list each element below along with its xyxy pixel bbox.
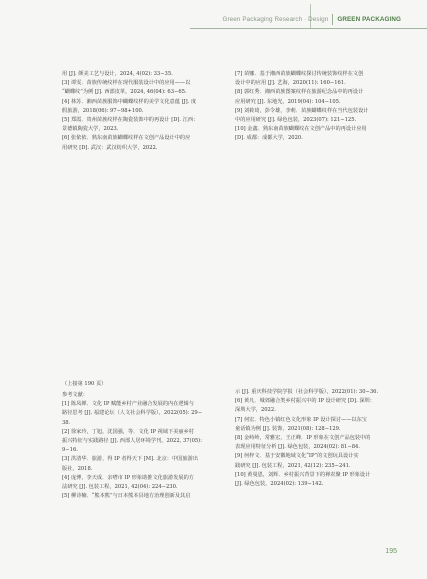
reference-line: 设计中的应用 [J]. 艺海，2020(11): 160−161. [235, 80, 346, 87]
reference-line: [4] 林苏．湘西苗族服饰中蝴蝶纹样的美学文化意蕴 [J]. 度 [62, 98, 197, 105]
reference-line: [9] 何梓文．基于安徽地域文化“IP”的文创玩具设计实 [235, 453, 359, 460]
page-number: 195 [385, 548, 397, 555]
reference-line: 践研究 [J]. 包装工程，2021, 42(12): 235−241. [235, 462, 351, 469]
reference-line: 38. [62, 419, 71, 426]
references-heading: 参考文献： [62, 392, 88, 398]
reference-line: [J]. 绿色包装，2024(02): 139−142. [235, 481, 324, 488]
reference-line: 法研究 [J]. 包装工程，2021, 42(04): 224−230. [62, 484, 178, 491]
reference-line: 中的应用研究 [J]. 绿色包装，2023(07): 121−125. [235, 117, 357, 124]
reference-line: 9−16. [62, 447, 78, 454]
header-separator [332, 14, 333, 25]
continued-note: （上接第 190 页） [62, 381, 107, 387]
reference-line: 童话镇为例 [J]. 装饰，2021(08): 128−129. [235, 425, 341, 432]
reference-line: 版社，2018. [62, 465, 93, 472]
reference-line: [1] 陈凤婵．文化 IP 赋能乡村产业融合发展的内在逻辑与 [62, 401, 194, 408]
reference-line: 假旅游，2018(06): 97−98+100. [62, 107, 144, 114]
reference-line: 深圳大学，2022. [235, 407, 276, 414]
reference-line: “蝴蝶纹”为例 [J]. 西部皮革，2024, 46(04): 63−65. [62, 89, 187, 96]
reference-line: [3] 洪清华．旅游，得 IP 者得天下 [M]. 北京：中国旅游出 [62, 456, 198, 463]
reference-line: [8] 郭红秀．湘西苗族图案纹样在旅游纪念品中的再设计 [235, 89, 364, 96]
reference-line: [3] 谭雯．苗族传统纹样在现代服装设计中的应用——以 [62, 80, 191, 87]
references-bottom-right [235, 388, 397, 489]
reference-line: 振兴特征与实践路径 [J]. 西部人居环境学刊，2022, 37(05): [62, 438, 202, 445]
reference-line: [9] 刘筱琦，彭令雄，李莉．苗族蝴蝶纹样在当代包装设计 [235, 107, 369, 114]
reference-line: [5] 郑霞．贵州苗族纹样在陶瓷装饰中的再设计 [D]. 江西： [62, 117, 199, 124]
reference-line: 用研究 [D]. 武汉：武汉纺织大学，2022. [62, 144, 158, 151]
references-top-left [62, 70, 222, 153]
reference-line: 应用研究 [J]. 东地光，2019(04): 104−105. [235, 98, 341, 105]
reference-line: [6] 黄凡．城郊融合类乡村振兴中的 IP 设计研究 [D]. 深圳： [235, 398, 375, 405]
section-name: GREEN PACKAGING [337, 16, 401, 24]
reference-line: 路径思考 [J]. 福建论坛（人文社会科学版），2022(05): 29− [62, 410, 203, 417]
references-bottom-left [62, 391, 226, 501]
reference-line: 示 [J]. 重庆科技学院学报（社会科学版），2022(01): 30−36. [235, 389, 379, 395]
reference-line: 表现应用特征分析 [J]. 绿色包装，2024(02): 81−84. [235, 444, 360, 451]
reference-line: [5] 柳诗楠．“熊本熊”与日本熊本县地方治理创新及其启 [62, 493, 191, 500]
reference-line: [8] 金峙岭，常雅宏，王正峰．IP 形象在文创产品包装中的 [235, 435, 371, 442]
reference-line: [4] 庞博，李天成．亲嗒市 IP 形象助推文化旅游发展的方 [62, 474, 194, 481]
reference-line: [2] 徐家玲，丁旭，沈国强，等．文化 IP 视域下美丽乡村 [62, 428, 194, 435]
reference-line: [D]. 成都：成都大学，2020. [235, 135, 303, 142]
reference-line: [10] 黄曼恩，刘辉．乡村振兴背景下的禅农聚 IP 形象设计 [235, 471, 371, 478]
reference-line: 景德镇陶瓷大学，2023. [62, 126, 119, 133]
references-top-right [235, 70, 397, 144]
reference-line: [10] 金鑫．熟东南苗族蝴蝶纹在文创产品中的再设计应用 [235, 126, 367, 133]
reference-line: [7] 何宏．特色小镇红色文化形象 IP 设计探讨——以东宝 [235, 416, 367, 423]
reference-line: [6] 张依依．熟东南苗族蝴蝶纹样在文创产品设计中的应 [62, 135, 191, 142]
reference-line: 用 [J]. 颜美工艺与设计，2024, 4(02): 33−35. [62, 71, 173, 77]
running-header [222, 14, 401, 25]
reference-line: [7] 苗娜．基于湘西苗族蝴蝶纹探讨传统装饰纹样在文创 [235, 71, 364, 77]
journal-name: Green Packaging Research · Design [222, 16, 329, 24]
header-rule [190, 28, 427, 29]
